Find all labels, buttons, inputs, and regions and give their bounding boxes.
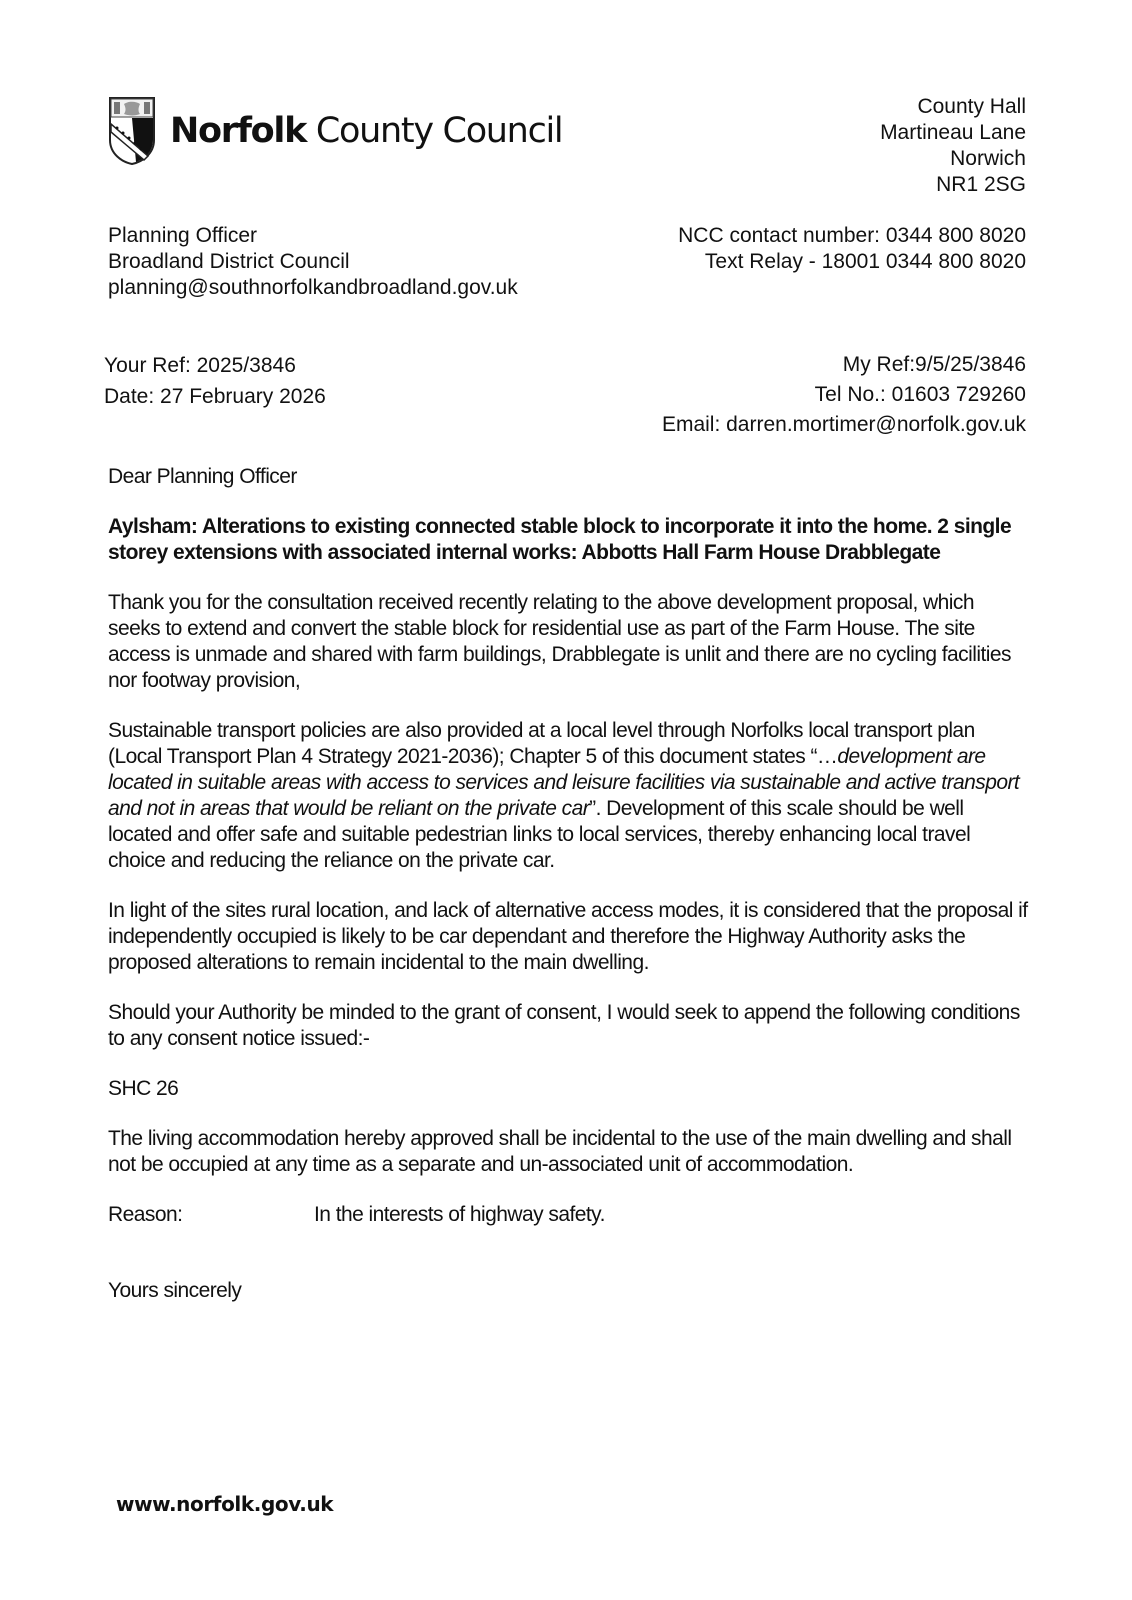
letterhead-logo: [108, 96, 562, 166]
salutation: Dear Planning Officer: [108, 465, 297, 488]
condition-code: SHC 26: [108, 1077, 179, 1100]
recipient-line: Broadland District Council: [108, 250, 350, 273]
letter-date: Date: 27 February 2026: [104, 385, 326, 408]
address-line: NR1 2SG: [936, 173, 1026, 196]
paragraph-assessment: In light of the sites rural location, and lack of alternative access modes, it is considered that the proposal if independently occupied is likely to be car dependant and therefore the Highway Authority asks the proposed alterations to remain incidental to the main dwelling.: [108, 899, 1028, 974]
letter-body: [108, 464, 1028, 1304]
my-reference: My Ref:9/5/25/3846: [842, 353, 1026, 376]
your-reference: Your Ref: 2025/3846: [104, 354, 296, 377]
address-line: County Hall: [917, 95, 1026, 118]
letter-subject: Aylsham: Alterations to existing connected stable block to incorporate it into the home. 2 single storey extensions with associated internal works: Abbotts Hall Farm House Drabblegate: [108, 515, 1012, 564]
text-relay-number: Text Relay - 18001 0344 800 8020: [704, 250, 1026, 273]
reference-block-right: [526, 350, 1026, 440]
officer-email[interactable]: Email: darren.mortimer@norfolk.gov.uk: [661, 413, 1026, 436]
coat-of-arms-icon: [108, 96, 156, 166]
recipient-line: Planning Officer: [108, 224, 258, 247]
closing: Yours sincerely: [108, 1279, 242, 1302]
footer-website-link[interactable]: www.norfolk.gov.uk: [116, 1492, 334, 1516]
reference-block-left: [104, 350, 326, 412]
paragraph-conditions-intro: Should your Authority be minded to the grant of consent, I would seek to append the following conditions to any consent notice issued:-: [108, 1001, 1020, 1050]
address-line: Norwich: [950, 147, 1026, 170]
condition-reason: [108, 1202, 1028, 1228]
telephone-number: Tel No.: 01603 729260: [814, 383, 1026, 406]
reason-text: In the interests of highway safety.: [314, 1203, 605, 1226]
contact-number: NCC contact number: 0344 800 8020: [678, 224, 1026, 247]
contact-numbers: [526, 223, 1026, 275]
paragraph-transport-policy: Sustainable transport policies are also provided at a local level through Norfolks local transport plan (Local Transport Plan 4 Strategy 2021-2036); Chapter 5 of this document states “…development are located in suitable areas with access to services and leisure facilities via sustainable and active transport and not in areas that would be reliant on the private car”. Development of this scale should be well located and offer safe and suitable pedestrian links to local services, thereby enhancing local travel choice and reducing the reliance on the private car.: [108, 719, 1020, 872]
policy-quote: development are located in suitable areas with access to services and leisure facilities via sustainable and active transport and not in areas that would be reliant on the private car: [108, 745, 1020, 820]
recipient-email[interactable]: planning@southnorfolkandbroadland.gov.uk: [108, 276, 518, 299]
reason-label: Reason:: [108, 1203, 183, 1226]
paragraph-consultation: Thank you for the consultation received recently relating to the above development proposal, which seeks to extend and convert the stable block for residential use as part of the Farm House. The site access is unmade and shared with farm buildings, Drabblegate is unlit and there are no cycling facilities nor footway provision,: [108, 591, 1011, 692]
address-line: Martineau Lane: [880, 121, 1026, 144]
organisation-name: Norfolk County Council: [170, 111, 563, 151]
recipient-block: [108, 223, 518, 301]
condition-text: The living accommodation hereby approved shall be incidental to the use of the main dwelling and shall not be occupied at any time as a separate and un-associated unit of accommodation.: [108, 1127, 1012, 1176]
sender-address: [626, 94, 1026, 198]
